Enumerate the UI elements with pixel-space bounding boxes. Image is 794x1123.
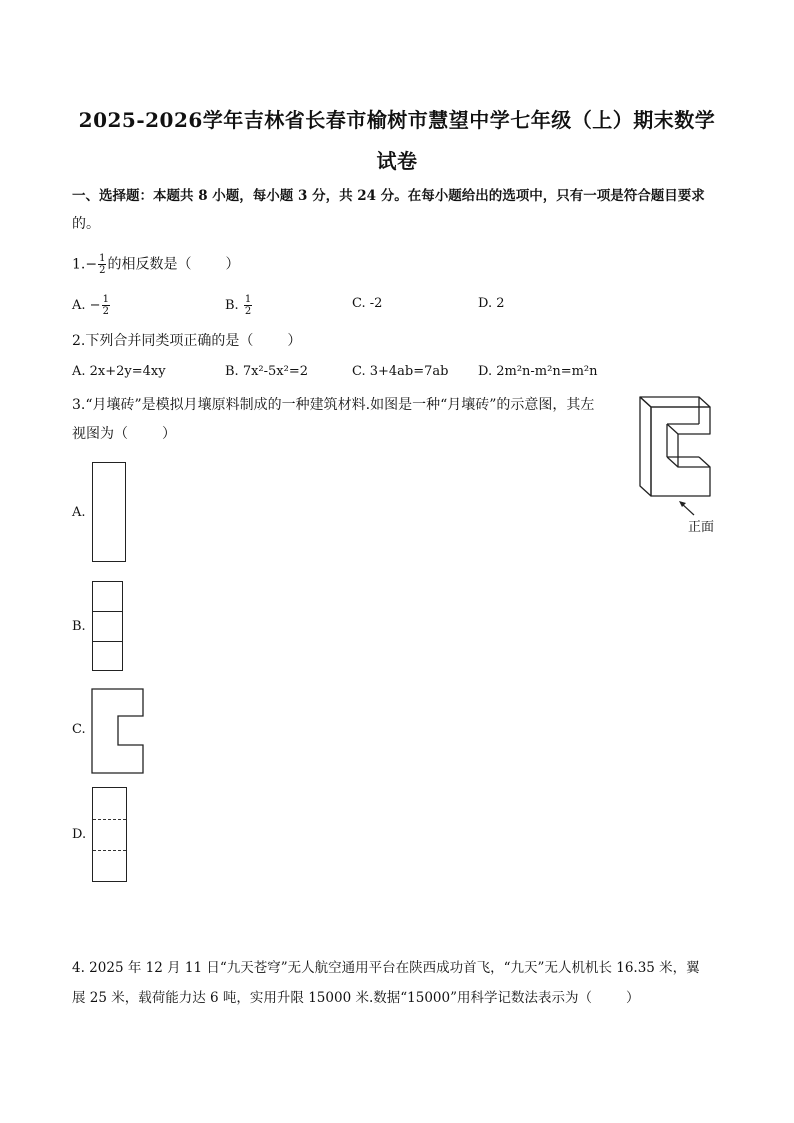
q1-number: 1. [72, 256, 86, 273]
q3-option-a-label[interactable]: A. [72, 505, 86, 520]
q2-option-c[interactable]: C. 3+4ab=7ab [352, 364, 449, 379]
question-1 [72, 253, 239, 276]
q4-line2-text: 展 25 米，载荷能力达 6 吨，实用升限 15000 米.数据“15000”用科学记数法表示为（ [72, 990, 592, 1006]
q1-option-d[interactable]: D. 2 [478, 296, 505, 311]
q3-option-b-divider-2 [93, 641, 122, 642]
q2-option-d[interactable]: D. 2m²n-m²n=m²n [478, 364, 598, 379]
question-3-line1: 3.“月壤砖”是模拟月壤原料制成的一种建筑材料.如图是一种“月壤砖”的示意图，其左 [72, 397, 595, 413]
front-label: 正面 [688, 520, 715, 535]
brick-left-face [640, 397, 651, 496]
q3-line2-text: 视图为（ [72, 426, 128, 442]
q2-close: ） [287, 333, 302, 349]
q1-frac-num: 1 [99, 253, 106, 264]
q1-option-a-den: 2 [102, 306, 109, 317]
q1-close: ） [225, 256, 240, 273]
brick-inner-edge-4 [667, 457, 678, 467]
brick-front-face [651, 407, 710, 496]
question-2 [72, 331, 301, 351]
brick-inner-edge-7 [699, 457, 710, 467]
q3-option-d-dashed-line-2 [93, 850, 126, 851]
q2-option-b[interactable]: B. 7x²-5x²=2 [225, 364, 309, 379]
q3-option-d-dashed-line-1 [93, 819, 126, 820]
section-heading-cont: 的。 [72, 216, 100, 232]
q1-option-a-neg: − [89, 298, 101, 313]
front-arrow-icon [676, 498, 698, 518]
q1-frac-den: 2 [99, 265, 106, 276]
q1-option-b-den: 2 [244, 306, 252, 317]
question-4-line1: 4. 2025 年 12 月 11 日“九天苍穹”无人航空通用平台在陕西成功首飞，“九天”无人机机长 16.35 米，翼 [72, 960, 700, 976]
question-3-line2 [72, 424, 176, 444]
q1-option-c[interactable]: C. -2 [352, 296, 383, 311]
question-4-line2 [72, 988, 640, 1008]
q3-close: ） [162, 426, 176, 442]
q1-option-b-frac [244, 294, 252, 317]
moon-brick-3d-figure [632, 392, 724, 510]
q1-option-a-label: A. [72, 298, 86, 313]
exam-title-line1: 2025-2026学年吉林省长春市榆树市慧望中学七年级（上）期末数学 [78, 108, 716, 132]
q1-option-b[interactable] [225, 294, 253, 317]
q1-option-b-num: 1 [244, 294, 252, 305]
q1-option-a-frac [102, 294, 110, 317]
q3-option-a-figure[interactable] [92, 462, 126, 562]
q1-option-a[interactable] [72, 294, 111, 317]
brick-inner-edge-1 [667, 424, 678, 434]
q3-option-b-divider-1 [93, 611, 122, 612]
q4-close: ） [626, 990, 640, 1006]
q1-text: 的相反数是（ [107, 256, 192, 273]
q2-option-a[interactable]: A. 2x+2y=4xy [72, 364, 166, 379]
q2-text: 2.下列合并同类项正确的是（ [72, 333, 254, 349]
q3-option-d-figure[interactable] [92, 787, 127, 882]
q3-option-b-figure[interactable] [92, 581, 123, 671]
q1-option-b-label: B. [225, 298, 239, 313]
q1-option-a-num: 1 [102, 294, 109, 305]
q1-fraction [98, 253, 106, 276]
exam-title-line2: 试卷 [376, 149, 418, 173]
q3-option-d-label[interactable]: D. [72, 827, 87, 842]
section-heading: 一、选择题：本题共 8 小题，每小题 3 分，共 24 分。在每小题给出的选项中，只有一项是符合题目要求 [72, 188, 705, 204]
q3-option-b-label[interactable]: B. [72, 619, 86, 634]
q3-option-c-label[interactable]: C. [72, 722, 86, 737]
q1-neg-sign: − [85, 256, 98, 273]
q3-option-c-figure[interactable] [91, 688, 145, 775]
